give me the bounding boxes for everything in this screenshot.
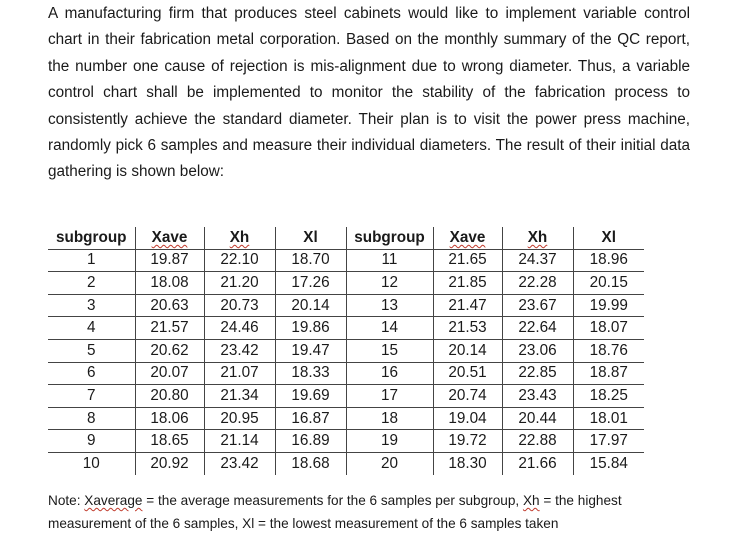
table-cell: 18.25	[573, 385, 644, 408]
table-cell: 17.26	[275, 272, 346, 295]
paragraph-line: summary of the QC report, the number one cause of rejection is mis-alignment due	[48, 31, 690, 75]
table-cell: 18.33	[275, 362, 346, 385]
paragraph-line: control chart in their fabrication metal corporation. Based on the monthly	[48, 5, 690, 49]
col-header-xave: Xave	[135, 227, 204, 249]
col-header-xl: Xl	[275, 227, 346, 249]
table-cell: 19.86	[275, 317, 346, 340]
table-cell: 18.30	[433, 452, 502, 474]
table-cell: 9	[48, 430, 135, 453]
table-cell: 20.63	[135, 294, 204, 317]
table-cell: 21.14	[204, 430, 275, 453]
note-definition: = the average measurements for the 6 samples per subgroup,	[142, 493, 523, 508]
table-cell: 8	[48, 407, 135, 430]
paragraph-line: the stability of the fabrication process to consistently achieve the standard	[48, 84, 690, 128]
table-cell: 22.64	[502, 317, 573, 340]
table-cell: 23.06	[502, 339, 573, 362]
table-cell: 16.89	[275, 430, 346, 453]
table-row	[48, 407, 644, 430]
col-header-xl: Xl	[573, 227, 644, 249]
table-cell: 20.73	[204, 294, 275, 317]
measurement-table	[48, 227, 644, 475]
table-cell: 16.87	[275, 407, 346, 430]
paragraph-line: and measure their individual diameters. The result of their initial data gathering is	[48, 137, 690, 181]
table-cell: 21.57	[135, 317, 204, 340]
note-term-xaverage: Xaverage	[84, 493, 143, 508]
table-cell: 15	[346, 339, 433, 362]
table-row	[48, 317, 644, 340]
table-row	[48, 294, 644, 317]
table-cell: 23.67	[502, 294, 573, 317]
table-cell: 18.07	[573, 317, 644, 340]
table-cell: 16	[346, 362, 433, 385]
table-cell: 23.42	[204, 339, 275, 362]
table-cell: 18.68	[275, 452, 346, 474]
table-cell: 18.76	[573, 339, 644, 362]
paragraph-line: diameter. Their plan is to visit the power press machine, randomly pick 6 samples	[48, 110, 690, 155]
table-row	[48, 452, 644, 474]
table-cell: 21.34	[204, 385, 275, 408]
table-cell: 7	[48, 385, 135, 408]
table-row	[48, 362, 644, 385]
table-body	[48, 249, 644, 474]
table-cell: 22.88	[502, 430, 573, 453]
table-cell: 20.07	[135, 362, 204, 385]
table-cell: 18.70	[275, 249, 346, 272]
table-cell: 13	[346, 294, 433, 317]
table-cell: 19	[346, 430, 433, 453]
col-header-xh: Xh	[204, 227, 275, 249]
table-cell: 18.65	[135, 430, 204, 453]
table-cell: 20.15	[573, 272, 644, 295]
table-cell: 21.20	[204, 272, 275, 295]
table-cell: 5	[48, 339, 135, 362]
table-cell: 4	[48, 317, 135, 340]
note-definition: = the highest	[539, 493, 622, 508]
table-cell: 14	[346, 317, 433, 340]
table-cell: 1	[48, 249, 135, 272]
table-row	[48, 249, 644, 272]
table-cell: 22.28	[502, 272, 573, 295]
table-cell: 19.72	[433, 430, 502, 453]
table-cell: 20.14	[275, 294, 346, 317]
paragraph-line: shown below:	[131, 163, 225, 181]
table-row	[48, 430, 644, 453]
table-cell: 18.87	[573, 362, 644, 385]
table-note	[48, 489, 690, 535]
table-cell: 20	[346, 452, 433, 474]
note-prefix: Note:	[48, 493, 85, 508]
table-cell: 17	[346, 385, 433, 408]
paragraph-line: to wrong diameter. Thus, a variable control chart shall be implemented to monitor	[48, 57, 691, 102]
note-line: measurement of the 6 samples, Xl = the lowest measurement of the 6 samples taken	[48, 516, 559, 531]
table-cell: 20.44	[502, 407, 573, 430]
table-cell: 20.74	[433, 385, 502, 408]
table-cell: 6	[48, 362, 135, 385]
col-header-subgroup: subgroup	[346, 227, 433, 249]
table-row	[48, 385, 644, 408]
table-cell: 20.14	[433, 339, 502, 362]
table-cell: 15.84	[573, 452, 644, 474]
table-cell: 21.07	[204, 362, 275, 385]
table-cell: 23.42	[204, 452, 275, 474]
table-cell: 19.47	[275, 339, 346, 362]
table-cell: 21.53	[433, 317, 502, 340]
col-header-xave: Xave	[433, 227, 502, 249]
table-cell: 18.06	[135, 407, 204, 430]
problem-statement	[48, 0, 690, 186]
table-cell: 11	[346, 249, 433, 272]
table-cell: 24.46	[204, 317, 275, 340]
table-cell: 22.85	[502, 362, 573, 385]
note-term-xh: Xh	[522, 493, 540, 508]
table-cell: 20.92	[135, 452, 204, 474]
table-row	[48, 339, 644, 362]
table-cell: 10	[48, 452, 135, 474]
problem-paragraph	[48, 0, 690, 186]
table-cell: 20.51	[433, 362, 502, 385]
table-cell: 22.10	[204, 249, 275, 272]
table-cell: 23.43	[502, 385, 573, 408]
table-header-row	[48, 227, 644, 249]
table-cell: 21.66	[502, 452, 573, 474]
table-cell: 21.85	[433, 272, 502, 295]
table-cell: 20.62	[135, 339, 204, 362]
table-cell: 19.99	[573, 294, 644, 317]
table-row	[48, 272, 644, 295]
table-cell: 24.37	[502, 249, 573, 272]
table-cell: 18.08	[135, 272, 204, 295]
table-cell: 18.96	[573, 249, 644, 272]
table-cell: 21.65	[433, 249, 502, 272]
col-header-subgroup: subgroup	[48, 227, 135, 249]
table-cell: 20.95	[204, 407, 275, 430]
table-cell: 17.97	[573, 430, 644, 453]
table-cell: 2	[48, 272, 135, 295]
table-cell: 12	[346, 272, 433, 295]
table-cell: 18	[346, 407, 433, 430]
paragraph-line: A manufacturing firm that produces steel cabinets would like to implement variable	[48, 5, 637, 22]
table-cell: 3	[48, 294, 135, 317]
table-cell: 19.04	[433, 407, 502, 430]
col-header-xh: Xh	[502, 227, 573, 249]
table-cell: 21.47	[433, 294, 502, 317]
table-cell: 19.69	[275, 385, 346, 408]
table-cell: 19.87	[135, 249, 204, 272]
table-cell: 18.01	[573, 407, 644, 430]
table-cell: 20.80	[135, 385, 204, 408]
